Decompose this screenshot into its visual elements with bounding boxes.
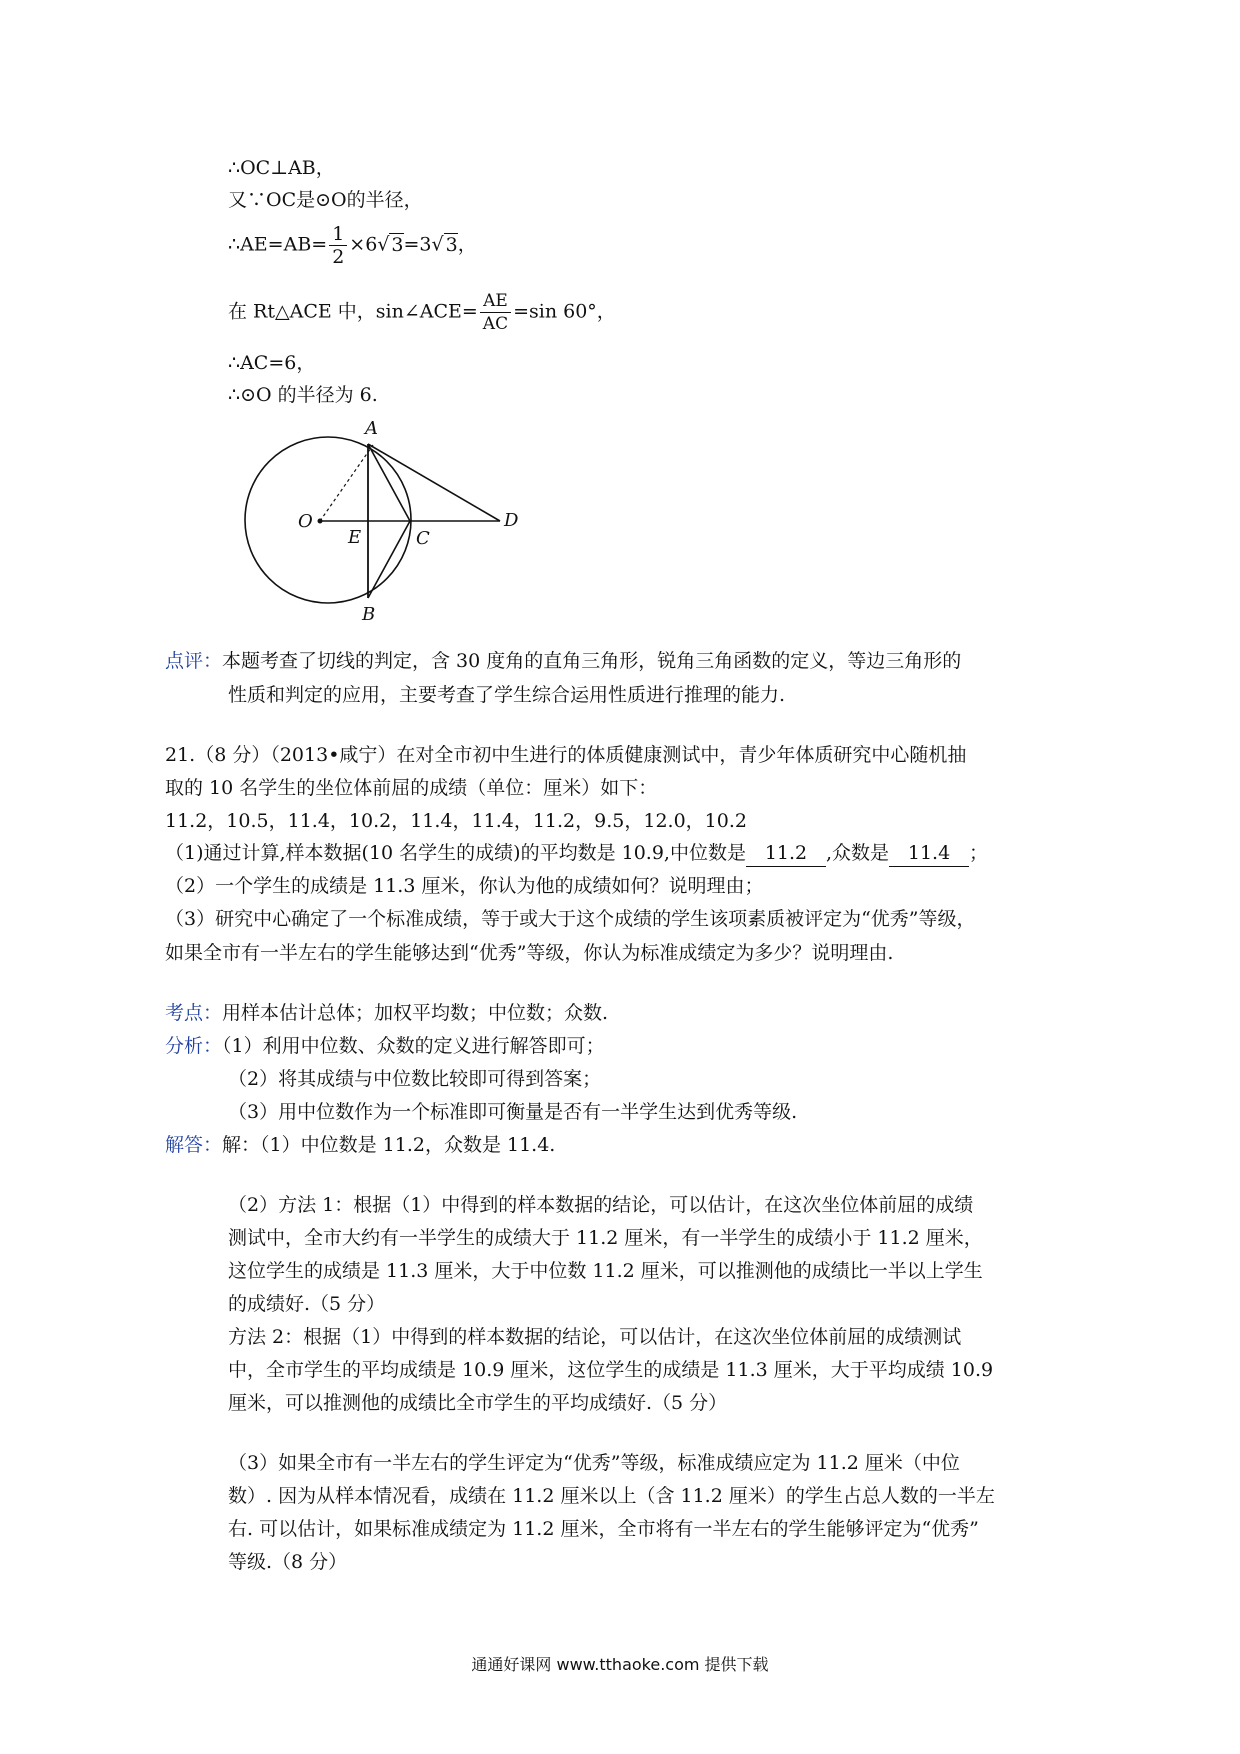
fraction-half (329, 223, 347, 268)
sol3-line-2: 数）. 因为从样本情况看，成绩在 11.2 厘米以上（含 11.2 厘米）的学生占总人数的一半左 (228, 1485, 995, 1507)
sqrt-sign: √ (377, 233, 390, 256)
proof-line-3-eq: =3 (403, 233, 432, 256)
fenxi-line-3: （3）用中位数作为一个标准即可衡量是否有一半学生达到优秀等级. (228, 1101, 798, 1123)
sol2-line-6: 中，全市学生的平均成绩是 10.9 厘米，这位学生的成绩是 11.3 厘米，大于平均成绩 10.9 (228, 1359, 994, 1381)
jieda-label: 解答： (165, 1134, 223, 1156)
q21-part-3b: 如果全市有一半左右的学生能够达到“优秀”等级，你认为标准成绩定为多少？说明理由. (165, 942, 894, 964)
segment-ad (368, 444, 500, 521)
sol2-line-3: 这位学生的成绩是 11.3 厘米，大于中位数 11.2 厘米，可以推测他的成绩比一半以上学生 (228, 1260, 983, 1282)
sol3-line-3: 右. 可以估计，如果标准成绩定为 11.2 厘米，全市将有一半左右的学生能够评定为“优秀” (228, 1518, 979, 1540)
sol2-line-5: 方法 2：根据（1）中得到的样本数据的结论，可以估计，在这次坐位体前屈的成绩测试 (228, 1326, 962, 1348)
frac-num: AE (480, 290, 511, 313)
q21-part-2: （2）一个学生的成绩是 11.3 厘米，你认为他的成绩如何？说明理由； (165, 875, 764, 897)
comment-label: 点评： (165, 650, 223, 672)
sol2-line-7: 厘米，可以推测他的成绩比全市学生的平均成绩好.（5 分） (228, 1392, 728, 1414)
label-b: B (362, 604, 376, 625)
q21-line-2: 取的 10 名学生的坐位体前屈的成绩（单位：厘米）如下： (165, 777, 658, 799)
sol2-line-2: 测试中，全市大约有一半学生的成绩大于 11.2 厘米，有一半学生的成绩小于 11.2 厘米， (228, 1227, 983, 1249)
label-c: C (416, 528, 430, 549)
proof-line-4 (228, 290, 616, 335)
mode-blank: 11.4 (889, 840, 969, 867)
label-d: D (504, 510, 519, 531)
sol2-line-4: 的成绩好.（5 分） (228, 1293, 386, 1315)
fenxi-line-2: （2）将其成绩与中位数比较即可得到答案； (228, 1068, 602, 1090)
sqrt-radicand-2: 3 (445, 233, 458, 256)
sol3-line-1: （3）如果全市有一半左右的学生评定为“优秀”等级，标准成绩应定为 11.2 厘米（中位 (228, 1452, 960, 1474)
proof-line-2: 又∵OC是⊙O的半径， (228, 189, 423, 211)
proof-line-3-end: ， (457, 233, 477, 256)
q21-part-1-end: ； (969, 842, 989, 864)
page-footer: 通通好课网 www.tthaoke.com 提供下载 (471, 1655, 769, 1674)
proof-line-3-pre: ∴AE=AB= (228, 233, 328, 256)
segment-bc (368, 521, 410, 598)
frac-den: 2 (332, 246, 345, 268)
kaodian-text: 用样本估计总体；加权平均数；中位数；众数. (222, 1002, 609, 1024)
circle-o (245, 437, 411, 603)
proof-line-4-post: =sin 60°， (513, 300, 616, 323)
q21-line-1: 21.（8 分）（2013•咸宁）在对全市初中生进行的体质健康测试中，青少年体质研究中心随机抽 (165, 744, 967, 766)
comment-text-1: 本题考查了切线的判定，含 30 度角的直角三角形，锐角三角函数的定义，等边三角形的 (222, 650, 962, 672)
proof-line-4-pre: 在 Rt△ACE 中，sin∠ACE= (228, 300, 478, 323)
sol2-line-1: （2）方法 1：根据（1）中得到的样本数据的结论，可以估计，在这次坐位体前屈的成绩 (228, 1194, 974, 1216)
comment-line-1 (165, 648, 961, 674)
sqrt-radicand: 3 (391, 233, 404, 256)
jieda-text-1: 解：（1）中位数是 11.2，众数是 11.4. (222, 1134, 556, 1156)
proof-line-1: ∴OC⊥AB， (228, 157, 335, 179)
point-o (318, 519, 323, 524)
geometry-figure (220, 420, 540, 630)
kaodian-label: 考点： (165, 1002, 223, 1024)
segment-oa (320, 445, 373, 521)
q21-data: 11.2，10.5，11.4，10.2，11.4，11.4，11.2，9.5，12.0，10.2 (165, 810, 747, 832)
fenxi-label: 分析： (165, 1035, 223, 1057)
label-e: E (348, 527, 362, 548)
fraction-ae-ac (480, 290, 511, 335)
frac-num: 1 (329, 223, 347, 246)
q21-part-1 (165, 840, 988, 867)
proof-line-3 (228, 223, 477, 268)
proof-line-5: ∴AC=6， (228, 352, 316, 374)
jieda-line-1 (165, 1132, 555, 1158)
label-o: O (298, 511, 313, 532)
kaodian-line (165, 1000, 608, 1026)
sol3-line-4: 等级.（8 分） (228, 1551, 348, 1573)
fenxi-text-1: （1）利用中位数、众数的定义进行解答即可； (222, 1035, 605, 1057)
proof-line-6: ∴⊙O 的半径为 6. (228, 384, 378, 406)
q21-part-1-pre: （1)通过计算,样本数据(10 名学生的成绩)的平均数是 10.9,中位数是 (165, 842, 746, 864)
median-blank: 11.2 (746, 840, 826, 867)
q21-part-1-mid: ,众数是 (825, 842, 890, 864)
label-a: A (365, 420, 378, 439)
fenxi-line-1 (165, 1033, 605, 1059)
proof-line-3-mid: ×6 (349, 233, 378, 256)
q21-part-3a: （3）研究中心确定了一个标准成绩，等于或大于这个成绩的学生该项素质被评定为“优秀”等级， (165, 908, 976, 930)
sqrt-sign-2: √ (431, 233, 444, 256)
frac-den: AC (482, 314, 509, 334)
comment-line-2: 性质和判定的应用，主要考查了学生综合运用性质进行推理的能力. (228, 684, 786, 706)
